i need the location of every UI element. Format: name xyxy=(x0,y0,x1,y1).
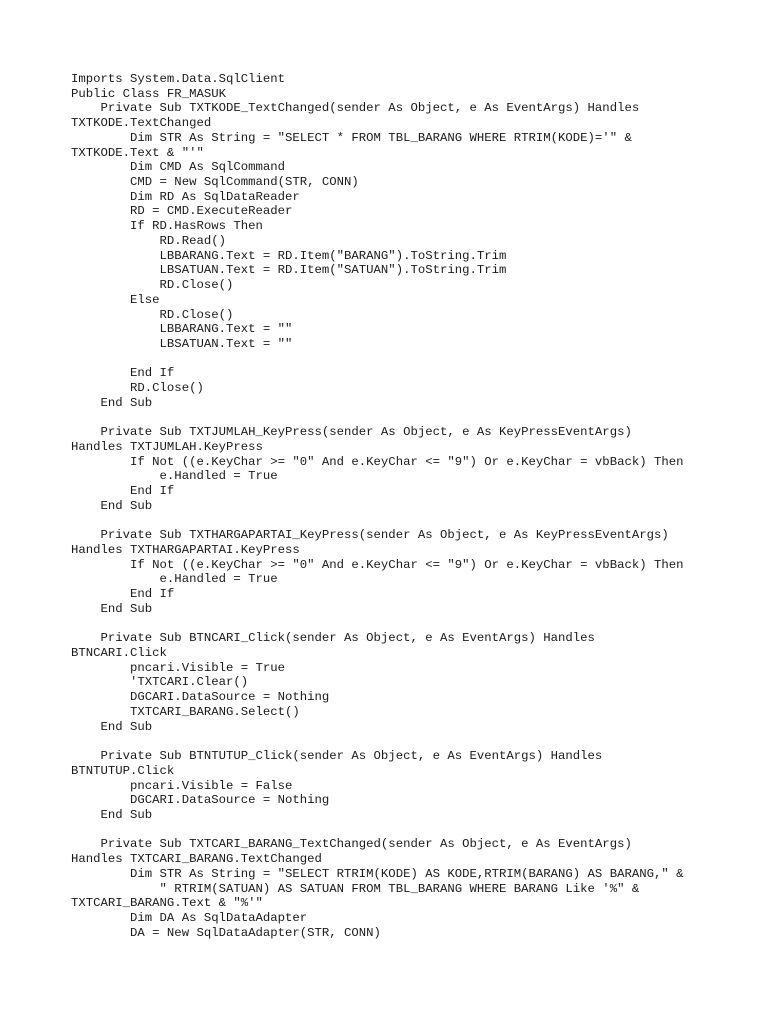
code-line xyxy=(71,411,751,426)
code-line xyxy=(71,617,751,632)
code-line: Private Sub BTNCARI_Click(sender As Object, e As EventArgs) Handles xyxy=(71,631,595,646)
code-line: RD.Close() xyxy=(71,381,204,396)
code-line: Private Sub TXTJUMLAH_KeyPress(sender As Object, e As KeyPressEventArgs) xyxy=(71,425,632,440)
code-line: End Sub xyxy=(71,395,153,410)
code-line: Private Sub TXTCARI_BARANG_TextChanged(sender As Object, e As EventArgs) xyxy=(71,837,632,852)
code-line: pncari.Visible = True xyxy=(71,660,286,675)
code-line: pncari.Visible = False xyxy=(71,778,293,793)
code-line: LBSATUAN.Text = RD.Item("SATUAN").ToString.Trim xyxy=(71,263,507,278)
code-line: Private Sub TXTHARGAPARTAI_KeyPress(sender As Object, e As KeyPressEventArgs) xyxy=(71,528,669,543)
code-line: DGCARI.DataSource = Nothing xyxy=(71,793,330,808)
code-line: Else xyxy=(71,292,160,307)
code-line: RD.Close() xyxy=(71,278,234,293)
code-line: Dim CMD As SqlCommand xyxy=(71,160,286,175)
code-line: RD.Read() xyxy=(71,233,226,248)
code-line: DGCARI.DataSource = Nothing xyxy=(71,690,330,705)
code-line: Dim STR As String = "SELECT RTRIM(KODE) AS KODE,RTRIM(BARANG) AS BARANG," & xyxy=(71,866,684,881)
code-line: End Sub xyxy=(71,719,153,734)
code-line: End If xyxy=(71,366,175,381)
code-line xyxy=(71,352,751,367)
code-line xyxy=(71,823,751,838)
code-line: If Not ((e.KeyChar >= "0" And e.KeyChar <= "9") Or e.KeyChar = vbBack) Then xyxy=(71,454,684,469)
code-line xyxy=(71,514,751,529)
code-line: End Sub xyxy=(71,807,153,822)
code-line: TXTCARI_BARANG.Select() xyxy=(71,704,300,719)
code-line: Private Sub BTNTUTUP_Click(sender As Object, e As EventArgs) Handles xyxy=(71,749,603,764)
code-line: If Not ((e.KeyChar >= "0" And e.KeyChar <= "9") Or e.KeyChar = vbBack) Then xyxy=(71,557,684,572)
code-line: DA = New SqlDataAdapter(STR, CONN) xyxy=(71,925,381,940)
code-line: End If xyxy=(71,484,175,499)
code-line: LBBARANG.Text = RD.Item("BARANG").ToString.Trim xyxy=(71,248,507,263)
code-line: e.Handled = True xyxy=(71,469,278,484)
code-line: RD.Close() xyxy=(71,307,234,322)
code-line: LBSATUAN.Text = "" xyxy=(71,336,293,351)
code-line: LBBARANG.Text = "" xyxy=(71,322,293,337)
code-line: If RD.HasRows Then xyxy=(71,219,263,234)
code-line: Handles TXTCARI_BARANG.TextChanged xyxy=(71,852,322,867)
code-line: End Sub xyxy=(71,601,153,616)
code-line: TXTCARI_BARANG.Text & "%'" xyxy=(71,896,263,911)
code-line: Handles TXTHARGAPARTAI.KeyPress xyxy=(71,543,300,557)
code-line: CMD = New SqlCommand(STR, CONN) xyxy=(71,175,359,190)
code-line: Private Sub TXTKODE_TextChanged(sender As Object, e As EventArgs) Handles xyxy=(71,101,640,116)
code-line: BTNTUTUP.Click xyxy=(71,763,175,778)
code-line: TXTKODE.Text & "'" xyxy=(71,145,204,160)
code-line: 'TXTCARI.Clear() xyxy=(71,675,249,690)
code-line: BTNCARI.Click xyxy=(71,646,167,661)
code-line: Public Class FR_MASUK xyxy=(71,86,226,101)
code-line: End If xyxy=(71,587,175,602)
code-listing xyxy=(71,72,751,940)
code-line: Dim DA As SqlDataAdapter xyxy=(71,910,308,925)
code-line: e.Handled = True xyxy=(71,572,278,587)
code-line: Dim STR As String = "SELECT * FROM TBL_BARANG WHERE RTRIM(KODE)='" & xyxy=(71,130,632,145)
code-line: Dim RD As SqlDataReader xyxy=(71,189,300,204)
code-line: TXTKODE.TextChanged xyxy=(71,116,212,131)
code-line: " RTRIM(SATUAN) AS SATUAN FROM TBL_BARANG WHERE BARANG Like '%" & xyxy=(71,881,640,896)
code-line: Imports System.Data.SqlClient xyxy=(71,72,286,86)
code-line: RD = CMD.ExecuteReader xyxy=(71,204,293,219)
code-line xyxy=(71,734,751,749)
code-line: Handles TXTJUMLAH.KeyPress xyxy=(71,439,263,454)
code-line: End Sub xyxy=(71,498,153,513)
